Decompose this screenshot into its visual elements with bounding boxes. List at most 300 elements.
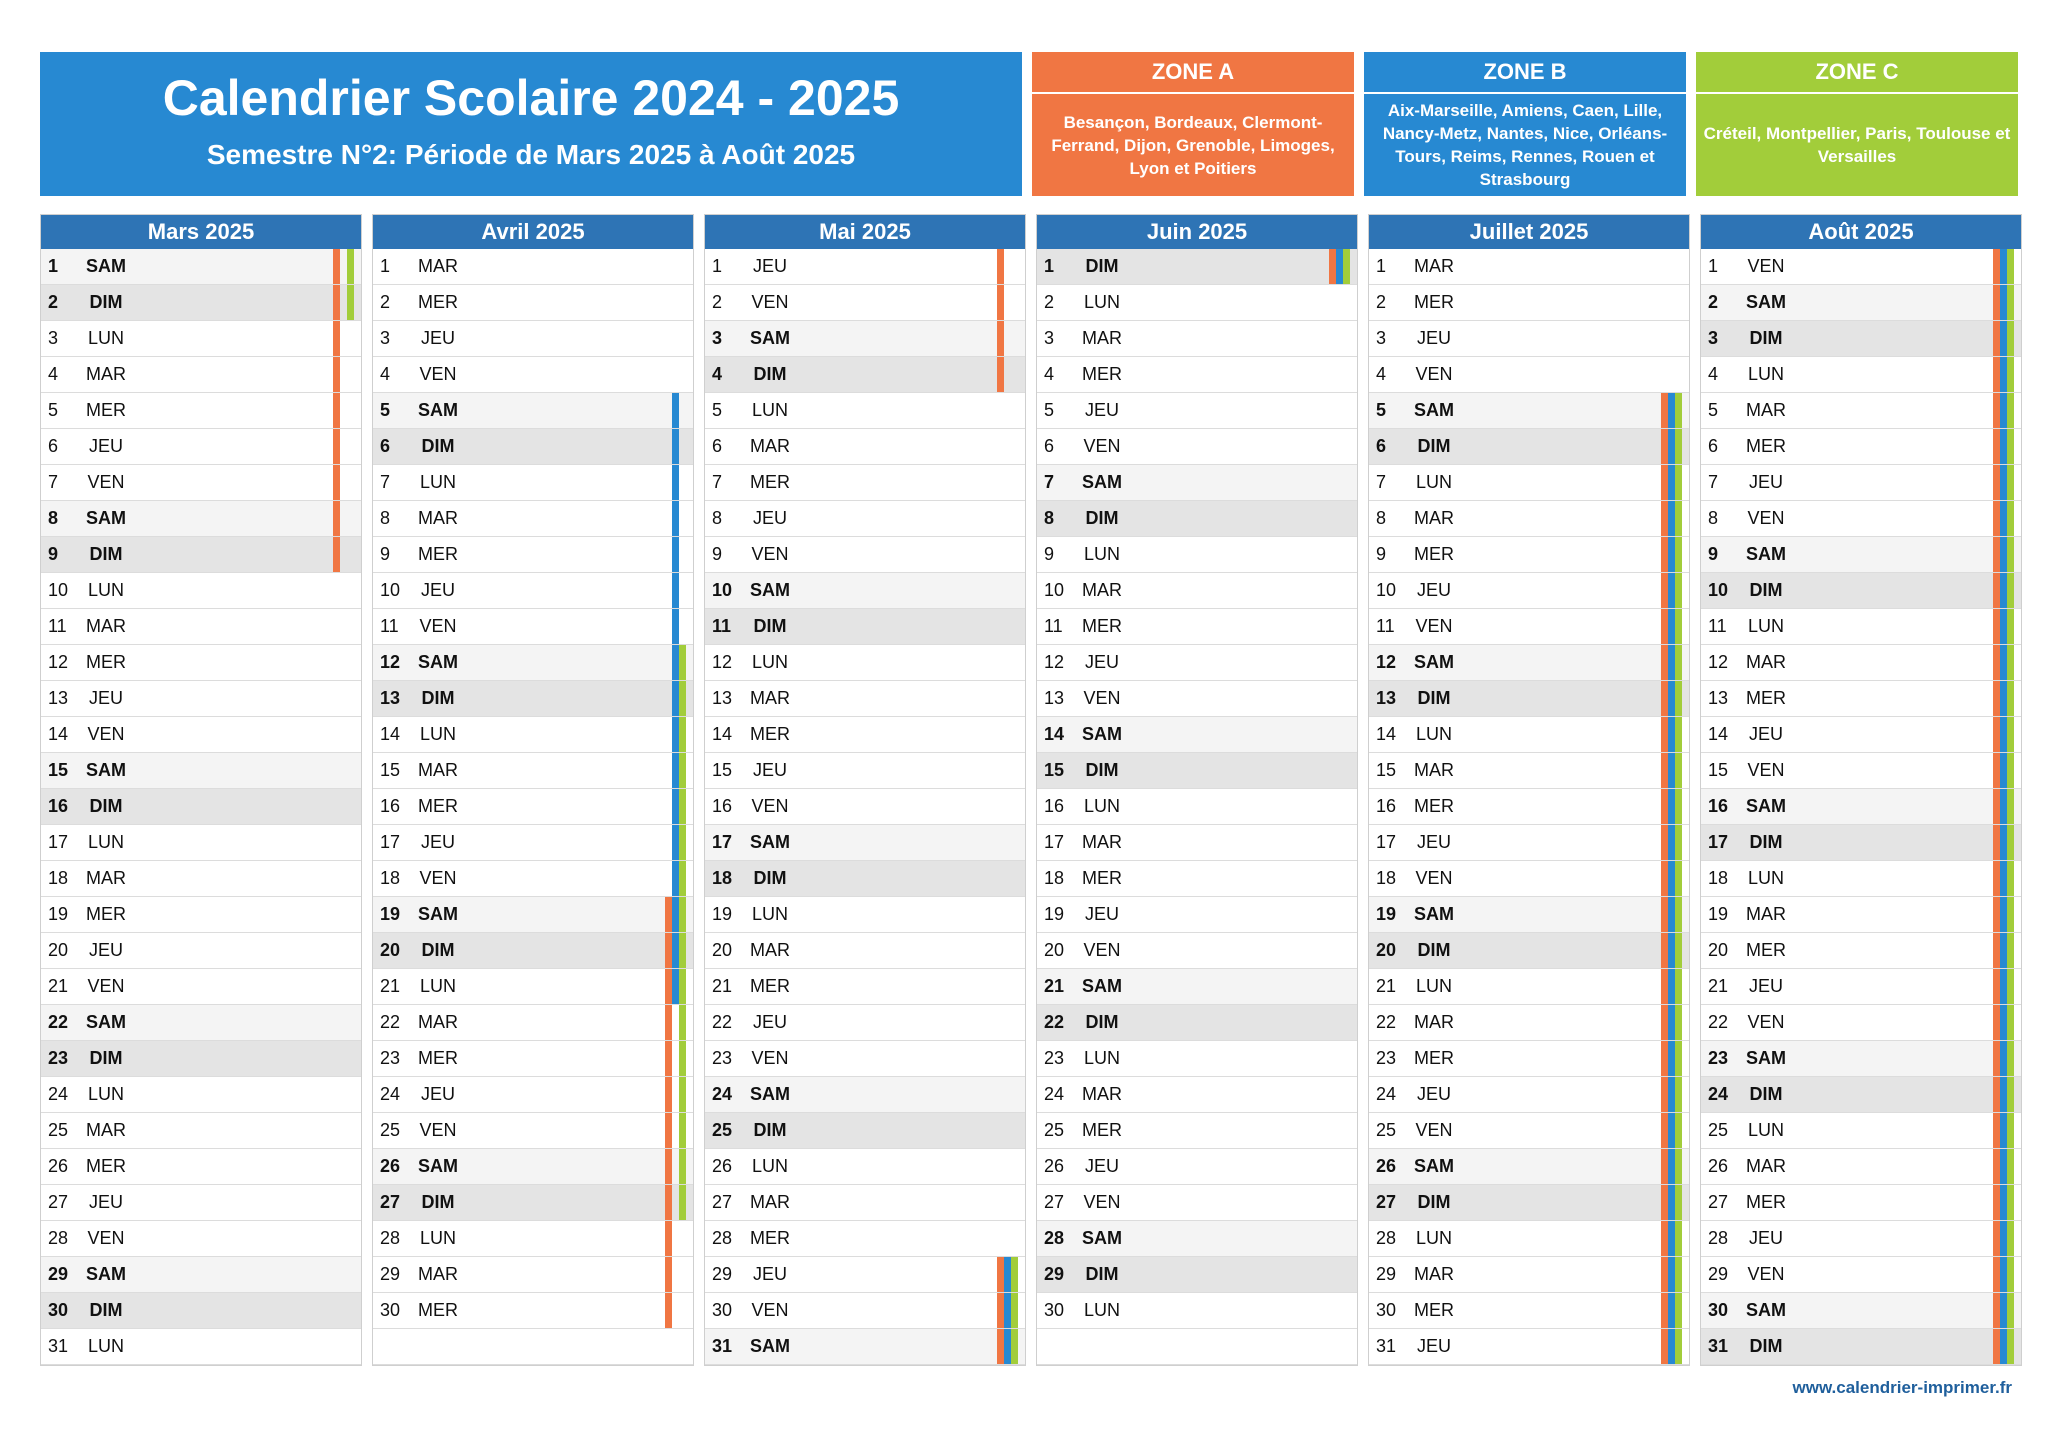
weekday-label: MER <box>418 1300 458 1320</box>
day-number: 30 <box>380 1300 401 1320</box>
day-row <box>1701 321 2021 357</box>
day-number: 13 <box>1376 688 1397 708</box>
zone-a-holiday-bar <box>1993 933 2000 968</box>
website-link[interactable]: www.calendrier-imprimer.fr <box>1792 1378 2012 1397</box>
day-number: 15 <box>1044 760 1065 780</box>
day-row <box>373 609 693 645</box>
day-row <box>1369 1005 1689 1041</box>
month-column <box>372 214 694 1366</box>
day-row <box>705 1257 1025 1293</box>
zone-a-holiday-bar <box>1993 357 2000 392</box>
day-row <box>705 1041 1025 1077</box>
zone-c-holiday-bar <box>1675 1005 1682 1040</box>
zone-a-holiday-bar <box>1993 1077 2000 1112</box>
day-row <box>705 897 1025 933</box>
day-number: 21 <box>1044 976 1065 996</box>
zone-c-holiday-bar <box>1675 1077 1682 1112</box>
weekday-label: VEN <box>419 364 457 384</box>
weekday-label: MAR <box>418 508 458 528</box>
zone-a-holiday-bar <box>997 1257 1004 1292</box>
weekday-label: VEN <box>1747 256 1785 276</box>
day-row <box>41 825 361 861</box>
weekday-label: SAM <box>1746 292 1786 312</box>
day-number: 3 <box>48 328 59 348</box>
day-number: 9 <box>712 544 723 564</box>
zone-a-title: ZONE A <box>1032 52 1354 94</box>
weekday-label: LUN <box>1083 1048 1120 1068</box>
day-number: 11 <box>48 616 67 636</box>
weekday-label: DIM <box>1085 760 1119 780</box>
zone-c-holiday-bar <box>679 1077 686 1112</box>
day-row <box>41 609 361 645</box>
day-number: 5 <box>712 400 723 420</box>
zone-b-holiday-bar <box>2000 825 2007 860</box>
day-number: 28 <box>1708 1228 1729 1248</box>
weekday-label: JEU <box>1084 400 1119 420</box>
weekday-label: SAM <box>1414 904 1454 924</box>
weekday-label: LUN <box>751 652 788 672</box>
zone-a-holiday-bar <box>333 285 340 320</box>
month-column <box>40 214 362 1366</box>
zone-a-holiday-bar <box>1661 933 1668 968</box>
day-row <box>705 249 1025 285</box>
weekday-label: MAR <box>418 1264 458 1284</box>
zone-a-holiday-bar <box>1661 969 1668 1004</box>
weekday-label: DIM <box>1085 1012 1119 1032</box>
day-row <box>1369 717 1689 753</box>
zone-a-holiday-bar <box>1661 1293 1668 1328</box>
day-number: 29 <box>1044 1264 1065 1284</box>
zone-c-holiday-bar <box>1675 465 1682 500</box>
day-number: 14 <box>48 724 69 744</box>
zone-a-holiday-bar <box>1661 645 1668 680</box>
zone-a-holiday-bar <box>1661 1149 1668 1184</box>
zone-a-holiday-bar <box>997 1329 1004 1364</box>
day-number: 4 <box>1708 364 1719 384</box>
day-number: 30 <box>1708 1300 1729 1320</box>
month-column <box>1036 214 1358 1366</box>
zone-a-holiday-bar <box>1993 1113 2000 1148</box>
day-row <box>373 1113 693 1149</box>
day-number: 6 <box>1376 436 1387 456</box>
zone-b-holiday-bar <box>2000 321 2007 356</box>
day-row <box>373 933 693 969</box>
zone-c-holiday-bar <box>679 897 686 932</box>
weekday-label: MER <box>750 1228 790 1248</box>
zone-b-holiday-bar <box>1668 573 1675 608</box>
day-row <box>1037 969 1357 1005</box>
zone-b-holiday-bar <box>1668 1329 1675 1364</box>
zone-b-holiday-bar <box>1668 1077 1675 1112</box>
zone-c-holiday-bar <box>2007 789 2014 824</box>
zone-b-holiday-bar <box>2000 861 2007 896</box>
zone-a-holiday-bar <box>1993 645 2000 680</box>
day-row <box>1369 1257 1689 1293</box>
day-number: 13 <box>1044 688 1065 708</box>
weekday-label: SAM <box>418 652 458 672</box>
zone-a-holiday-bar <box>997 357 1004 392</box>
weekday-label: JEU <box>752 508 787 528</box>
zone-c-holiday-bar <box>2007 357 2014 392</box>
weekday-label: VEN <box>1747 1264 1785 1284</box>
empty-day-row <box>1037 1329 1357 1365</box>
zone-c-holiday-bar <box>2007 609 2014 644</box>
day-row <box>1369 789 1689 825</box>
zone-b-holiday-bar <box>1668 393 1675 428</box>
day-row <box>1701 1149 2021 1185</box>
weekday-label: MAR <box>1414 508 1454 528</box>
day-number: 26 <box>712 1156 733 1176</box>
zone-a-holiday-bar <box>1993 249 2000 284</box>
weekday-label: LUN <box>1747 868 1784 888</box>
day-row <box>1037 429 1357 465</box>
zone-a-holiday-bar <box>1661 609 1668 644</box>
day-row <box>41 321 361 357</box>
day-number: 15 <box>48 760 69 780</box>
day-row <box>1369 357 1689 393</box>
day-row <box>1037 933 1357 969</box>
zone-c-box <box>1696 52 2018 196</box>
day-row <box>705 645 1025 681</box>
weekday-label: JEU <box>88 688 123 708</box>
zone-b-holiday-bar <box>1668 933 1675 968</box>
zone-c-holiday-bar <box>679 825 686 860</box>
day-row <box>41 789 361 825</box>
zone-a-holiday-bar <box>997 1293 1004 1328</box>
weekday-label: DIM <box>1749 1084 1783 1104</box>
weekday-label: LUN <box>1083 544 1120 564</box>
day-number: 5 <box>1708 400 1719 420</box>
day-number: 23 <box>48 1048 69 1068</box>
zone-a-holiday-bar <box>1661 717 1668 752</box>
day-row <box>373 1185 693 1221</box>
day-row <box>1701 537 2021 573</box>
zone-c-holiday-bar <box>1675 1041 1682 1076</box>
weekday-label: SAM <box>1414 652 1454 672</box>
zone-c-holiday-bar <box>1675 1185 1682 1220</box>
zone-a-holiday-bar <box>665 1221 672 1256</box>
day-number: 26 <box>380 1156 401 1176</box>
day-row <box>41 285 361 321</box>
weekday-label: SAM <box>1414 400 1454 420</box>
day-number: 17 <box>1708 832 1729 852</box>
weekday-label: MER <box>750 472 790 492</box>
zone-b-holiday-bar <box>1668 537 1675 572</box>
weekday-label: DIM <box>89 796 123 816</box>
zone-b-holiday-bar <box>672 393 679 428</box>
zone-b-holiday-bar <box>2000 645 2007 680</box>
weekday-label: JEU <box>420 1084 455 1104</box>
zone-a-holiday-bar <box>333 501 340 536</box>
day-number: 10 <box>1376 580 1397 600</box>
zone-a-holiday-bar <box>333 249 340 284</box>
weekday-label: SAM <box>1082 1228 1122 1248</box>
zone-a-holiday-bar <box>1993 1221 2000 1256</box>
zone-b-holiday-bar <box>1668 1221 1675 1256</box>
day-number: 27 <box>48 1192 69 1212</box>
zone-b-holiday-bar <box>2000 357 2007 392</box>
zone-b-holiday-bar <box>1668 1149 1675 1184</box>
day-number: 31 <box>48 1336 69 1356</box>
weekday-label: DIM <box>1749 328 1783 348</box>
zone-c-holiday-bar <box>2007 897 2014 932</box>
day-number: 10 <box>380 580 401 600</box>
day-row <box>373 753 693 789</box>
zone-c-holiday-bar <box>1011 1257 1018 1292</box>
zone-a-holiday-bar <box>1993 285 2000 320</box>
day-row <box>1701 573 2021 609</box>
day-number: 26 <box>1376 1156 1397 1176</box>
weekday-label: MER <box>1414 292 1454 312</box>
weekday-label: LUN <box>751 400 788 420</box>
zone-b-holiday-bar <box>672 681 679 716</box>
zone-b-holiday-bar <box>1668 501 1675 536</box>
zone-a-holiday-bar <box>1661 825 1668 860</box>
day-row <box>1037 573 1357 609</box>
day-number: 2 <box>48 292 59 312</box>
zone-a-holiday-bar <box>1993 753 2000 788</box>
day-row <box>1701 393 2021 429</box>
day-row <box>705 1149 1025 1185</box>
weekday-label: MER <box>418 292 458 312</box>
zone-b-holiday-bar <box>2000 1077 2007 1112</box>
day-number: 25 <box>712 1120 733 1140</box>
weekday-label: JEU <box>1748 724 1783 744</box>
day-row <box>373 645 693 681</box>
day-number: 24 <box>48 1084 69 1104</box>
weekday-label: MAR <box>418 256 458 276</box>
zone-c-holiday-bar <box>1675 645 1682 680</box>
month-column <box>704 214 1026 1366</box>
day-number: 16 <box>712 796 733 816</box>
weekday-label: SAM <box>418 904 458 924</box>
weekday-label: DIM <box>753 1120 787 1140</box>
day-row <box>1701 357 2021 393</box>
weekday-label: MAR <box>1414 760 1454 780</box>
weekday-label: MAR <box>1082 580 1122 600</box>
zone-c-holiday-bar <box>2007 1221 2014 1256</box>
zone-a-holiday-bar <box>333 321 340 356</box>
zone-b-holiday-bar <box>672 501 679 536</box>
weekday-label: VEN <box>87 472 125 492</box>
weekday-label: SAM <box>1746 1300 1786 1320</box>
zone-c-holiday-bar <box>1675 1293 1682 1328</box>
day-row <box>373 465 693 501</box>
day-row <box>1701 1005 2021 1041</box>
day-number: 17 <box>1376 832 1397 852</box>
day-row <box>1369 861 1689 897</box>
empty-day-row <box>373 1329 693 1365</box>
zone-c-holiday-bar <box>2007 645 2014 680</box>
weekday-label: MER <box>1414 1048 1454 1068</box>
day-number: 11 <box>380 616 399 636</box>
day-number: 12 <box>48 652 69 672</box>
zone-b-cities: Aix-Marseille, Amiens, Caen, Lille, Nancy-Metz, Nantes, Nice, Orléans-Tours, Reims, Rennes, Rouen et Strasbourg <box>1382 101 1668 189</box>
day-row <box>41 537 361 573</box>
day-number: 14 <box>1044 724 1065 744</box>
weekday-label: DIM <box>421 436 455 456</box>
weekday-label: SAM <box>86 1012 126 1032</box>
day-number: 6 <box>1044 436 1055 456</box>
weekday-label: DIM <box>1417 940 1451 960</box>
day-row <box>41 1293 361 1329</box>
zone-c-holiday-bar <box>2007 429 2014 464</box>
day-row <box>1701 897 2021 933</box>
day-number: 8 <box>712 508 723 528</box>
weekday-label: VEN <box>1747 760 1785 780</box>
day-row <box>1037 1077 1357 1113</box>
day-number: 25 <box>1376 1120 1397 1140</box>
day-number: 4 <box>380 364 391 384</box>
day-row <box>1037 1257 1357 1293</box>
weekday-label: LUN <box>1415 1228 1452 1248</box>
day-row <box>1369 1221 1689 1257</box>
zone-c-holiday-bar <box>1675 501 1682 536</box>
weekday-label: MER <box>1414 544 1454 564</box>
weekday-label: MAR <box>418 760 458 780</box>
zone-c-holiday-bar <box>2007 1113 2014 1148</box>
day-number: 16 <box>380 796 401 816</box>
weekday-label: VEN <box>1083 688 1121 708</box>
zone-b-holiday-bar <box>1668 753 1675 788</box>
day-row <box>373 897 693 933</box>
day-number: 3 <box>380 328 391 348</box>
zone-b-box <box>1364 52 1686 196</box>
zone-c-holiday-bar <box>679 717 686 752</box>
weekday-label: JEU <box>1084 652 1119 672</box>
day-row <box>373 393 693 429</box>
title-banner <box>40 52 1022 196</box>
day-number: 12 <box>1044 652 1065 672</box>
weekday-label: MAR <box>1746 1156 1786 1176</box>
weekday-label: LUN <box>87 328 124 348</box>
zone-c-holiday-bar <box>1675 1329 1682 1364</box>
zone-b-holiday-bar <box>2000 789 2007 824</box>
zone-c-holiday-bar <box>2007 825 2014 860</box>
zone-a-cities: Besançon, Bordeaux, Clermont-Ferrand, Dijon, Grenoble, Limoges, Lyon et Poitiers <box>1051 112 1335 178</box>
day-number: 20 <box>380 940 401 960</box>
zone-b-holiday-bar <box>2000 753 2007 788</box>
day-row <box>705 1185 1025 1221</box>
day-number: 16 <box>1708 796 1729 816</box>
zone-b-holiday-bar <box>2000 573 2007 608</box>
zone-b-holiday-bar <box>2000 1329 2007 1364</box>
day-number: 12 <box>1376 652 1397 672</box>
zone-b-holiday-bar <box>2000 1293 2007 1328</box>
day-row <box>705 1221 1025 1257</box>
zone-b-holiday-bar <box>1004 1293 1011 1328</box>
weekday-label: MAR <box>750 688 790 708</box>
day-row <box>1701 1329 2021 1365</box>
day-number: 17 <box>380 832 401 852</box>
weekday-label: SAM <box>86 1264 126 1284</box>
day-number: 29 <box>712 1264 733 1284</box>
weekday-label: LUN <box>1415 724 1452 744</box>
day-number: 11 <box>1376 616 1395 636</box>
weekday-label: JEU <box>420 328 455 348</box>
weekday-label: MER <box>1082 1120 1122 1140</box>
day-row <box>1369 681 1689 717</box>
day-row <box>1701 1077 2021 1113</box>
zone-a-holiday-bar <box>665 933 672 968</box>
weekday-label: MER <box>1414 1300 1454 1320</box>
day-row <box>705 1113 1025 1149</box>
day-row <box>41 357 361 393</box>
day-row <box>1369 645 1689 681</box>
zone-b-holiday-bar <box>672 717 679 752</box>
zone-a-holiday-bar <box>1661 753 1668 788</box>
weekday-label: MER <box>1746 1192 1786 1212</box>
zone-b-holiday-bar <box>672 465 679 500</box>
day-number: 9 <box>1044 544 1055 564</box>
weekday-label: MER <box>1082 868 1122 888</box>
zone-c-holiday-bar <box>1675 861 1682 896</box>
weekday-label: VEN <box>751 796 789 816</box>
day-row <box>1369 285 1689 321</box>
day-row <box>1701 609 2021 645</box>
weekday-label: MER <box>1414 796 1454 816</box>
zone-c-holiday-bar <box>2007 501 2014 536</box>
zone-a-holiday-bar <box>1661 501 1668 536</box>
day-row <box>1037 1149 1357 1185</box>
day-number: 18 <box>48 868 69 888</box>
weekday-label: MER <box>86 904 126 924</box>
weekday-label: SAM <box>1082 472 1122 492</box>
weekday-label: LUN <box>87 832 124 852</box>
day-number: 13 <box>380 688 401 708</box>
day-row <box>705 501 1025 537</box>
day-number: 1 <box>1708 256 1719 276</box>
weekday-label: VEN <box>751 292 789 312</box>
weekday-label: LUN <box>1415 472 1452 492</box>
month-column <box>1368 214 1690 1366</box>
day-row <box>705 681 1025 717</box>
day-row <box>1369 1041 1689 1077</box>
weekday-label: MAR <box>1082 832 1122 852</box>
day-number: 29 <box>1376 1264 1397 1284</box>
day-row <box>373 429 693 465</box>
weekday-label: SAM <box>418 1156 458 1176</box>
weekday-label: JEU <box>1084 1156 1119 1176</box>
day-number: 6 <box>712 436 723 456</box>
weekday-label: DIM <box>421 1192 455 1212</box>
month-column <box>1700 214 2022 1366</box>
zone-a-holiday-bar <box>1661 393 1668 428</box>
zone-a-holiday-bar <box>1993 681 2000 716</box>
zone-c-holiday-bar <box>2007 753 2014 788</box>
weekday-label: JEU <box>1416 328 1451 348</box>
weekday-label: MAR <box>1082 1084 1122 1104</box>
zone-a-holiday-bar <box>1993 573 2000 608</box>
weekday-label: DIM <box>753 616 787 636</box>
weekday-label: LUN <box>1415 976 1452 996</box>
zone-b-holiday-bar <box>672 609 679 644</box>
zone-b-holiday-bar <box>2000 285 2007 320</box>
day-row <box>705 969 1025 1005</box>
day-row <box>705 285 1025 321</box>
day-row <box>1037 1005 1357 1041</box>
day-number: 5 <box>380 400 391 420</box>
weekday-label: LUN <box>419 724 456 744</box>
weekday-label: MAR <box>86 1120 126 1140</box>
weekday-label: VEN <box>1083 940 1121 960</box>
zone-c-holiday-bar <box>1675 429 1682 464</box>
zone-b-holiday-bar <box>1668 1041 1675 1076</box>
day-row <box>1037 789 1357 825</box>
weekday-label: LUN <box>87 1084 124 1104</box>
zone-b-title: ZONE B <box>1364 52 1686 94</box>
weekday-label: VEN <box>419 616 457 636</box>
